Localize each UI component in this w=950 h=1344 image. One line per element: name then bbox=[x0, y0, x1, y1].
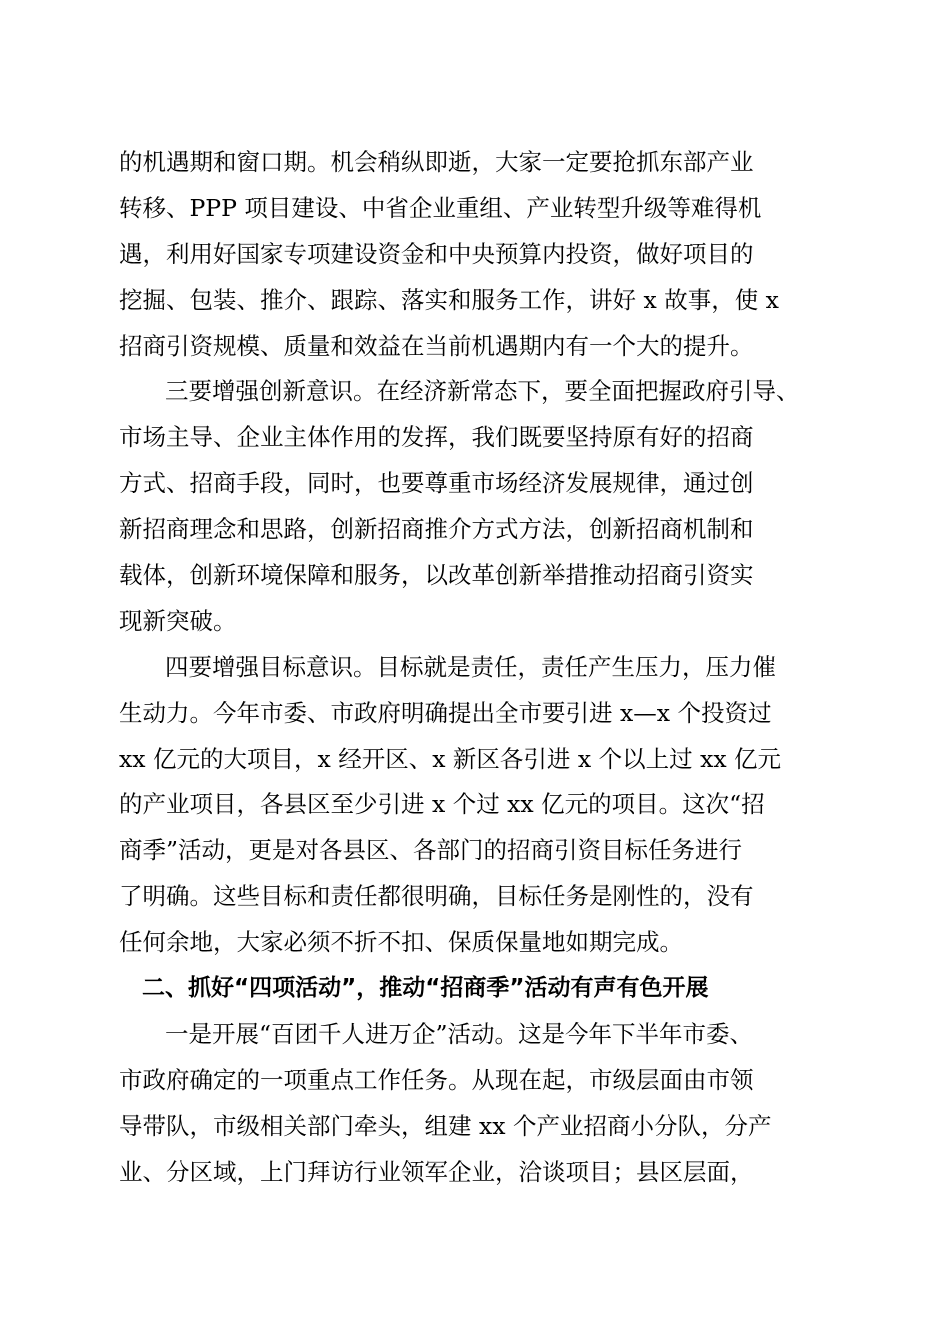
text-line: 生动力。今年市委、市政府明确提出全市要引进 x—x 个投资过 bbox=[119, 698, 772, 727]
text-line: 新招商理念和思路，创新招商推介方式方法，创新招商机制和 bbox=[119, 515, 754, 544]
text-line: xx 亿元的大项目，x 经开区、x 新区各引进 x 个以上过 xx 亿元 bbox=[119, 744, 782, 773]
section-heading: 二、抓好“四项活动”，推动“招商季”活动有声有色开展 bbox=[142, 975, 709, 1002]
paragraph-start-line: 三要增强创新意识。在经济新常态下，要全面把握政府引导、 bbox=[165, 377, 800, 406]
text-line: 了明确。这些目标和责任都很明确，目标任务是刚性的，没有 bbox=[119, 882, 754, 911]
text-line: 导带队，市级相关部门牵头，组建 xx 个产业招商小分队，分产 bbox=[119, 1111, 772, 1140]
text-line: 的机遇期和窗口期。机会稍纵即逝，大家一定要抢抓东部产业 bbox=[119, 148, 754, 176]
text-line: 转移、PPP 项目建设、中省企业重组、产业转型升级等难得机 bbox=[119, 193, 762, 222]
text-line: 任何余地，大家必须不折不扣、保质保量地如期完成。 bbox=[119, 928, 683, 957]
text-line: 现新突破。 bbox=[119, 606, 237, 635]
text-line: 招商引资规模、质量和效益在当前机遇期内有一个大的提升。 bbox=[119, 331, 754, 360]
text-line: 商季”活动，更是对各县区、各部门的招商引资目标任务进行 bbox=[119, 836, 743, 865]
text-line: 的产业项目，各县区至少引进 x 个过 xx 亿元的项目。这次“招 bbox=[119, 790, 765, 819]
text-line: 载体，创新环境保障和服务，以改革创新举措推动招商引资实 bbox=[119, 561, 754, 590]
text-line: 市政府确定的一项重点工作任务。从现在起，市级层面由市领 bbox=[119, 1065, 754, 1094]
text-line: 市场主导、企业主体作用的发挥，我们既要坚持原有好的招商 bbox=[119, 423, 754, 452]
text-line: 业、分区域，上门拜访行业领军企业，洽谈项目；县区层面， bbox=[119, 1157, 754, 1186]
text-line: 方式、招商手段，同时，也要尊重市场经济发展规律，通过创 bbox=[119, 469, 754, 498]
document-body bbox=[119, 140, 839, 1195]
text-line: 挖掘、包装、推介、跟踪、落实和服务工作，讲好 x 故事，使 x bbox=[119, 285, 779, 314]
paragraph-start-line: 四要增强目标意识。目标就是责任，责任产生压力，压力催 bbox=[165, 652, 776, 681]
paragraph-start-line: 一是开展“百团千人进万企”活动。这是今年下半年市委、 bbox=[165, 1019, 754, 1048]
text-line: 遇，利用好国家专项建设资金和中央预算内投资，做好项目的 bbox=[119, 239, 754, 268]
